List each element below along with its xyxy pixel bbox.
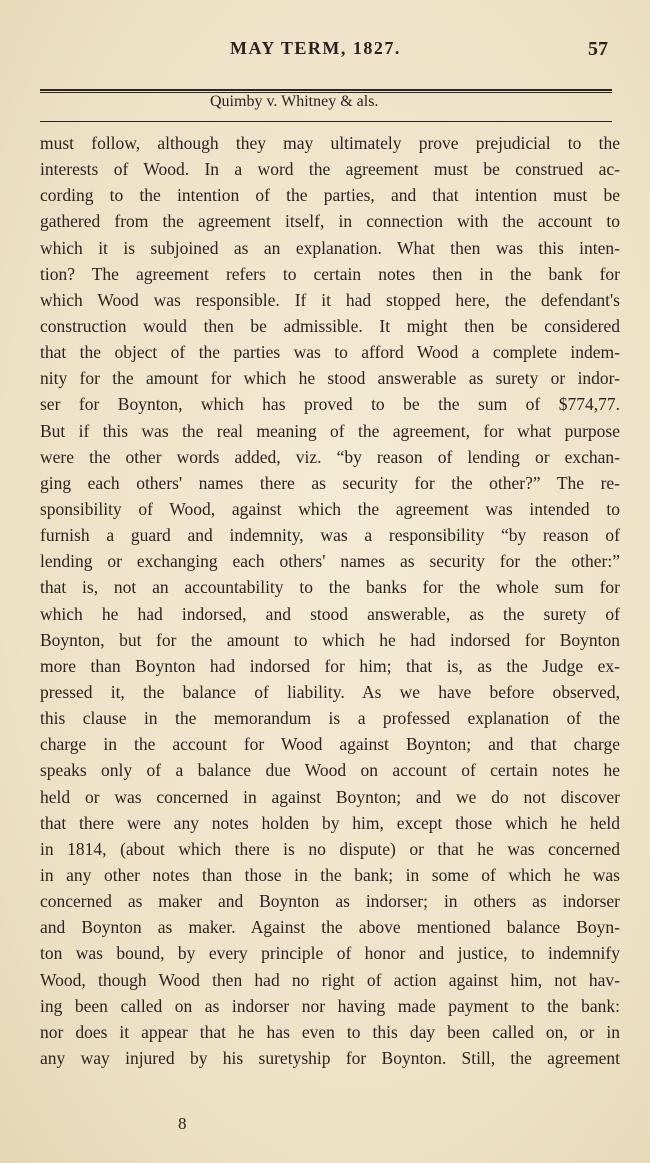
text-line: lending or exchanging each others' names as security for the other:” [40, 551, 620, 572]
text-line: that is, not an accountability to the banks for the whole sum for [40, 577, 620, 598]
text-line: charge in the account for Wood against Boynton; and that charge [40, 734, 620, 755]
text-line: cording to the intention of the parties, and that intention must be [40, 185, 620, 206]
text-line: interests of Wood. In a word the agreement must be construed ac- [40, 159, 620, 180]
case-title: Quimby v. Whitney & als. [210, 93, 379, 110]
text-line: nor does it appear that he has even to this day been called on, or in [40, 1021, 620, 1042]
text-line: ton was bound, by every principle of honor and justice, to indemnify [40, 943, 620, 964]
text-line: ing been called on as indorser nor having made payment to the bank: [40, 995, 620, 1016]
text-line: held or was concerned in against Boynton; and we do not discover [40, 786, 620, 807]
text-line: more than Boynton had indorsed for him; that is, as the Judge ex- [40, 655, 620, 676]
text-line: that the object of the parties was to afford Wood a complete indem- [40, 342, 620, 363]
running-title: MAY TERM, 1827. [230, 38, 401, 58]
text-line: gathered from the agreement itself, in connection with the account to [40, 211, 620, 232]
text-line: concerned as maker and Boynton as indorser; in others as indorser [40, 891, 620, 912]
text-line: Boynton, but for the amount to which he had indorsed for Boynton [40, 629, 620, 650]
text-line: nity for the amount for which he stood answerable as surety or indor- [40, 368, 620, 389]
page-header [0, 38, 650, 68]
text-line: this clause in the memorandum is a professed explanation of the [40, 708, 620, 729]
text-line: ser for Boynton, which has proved to be the sum of $774,77. [40, 394, 620, 415]
case-title-rule [40, 121, 612, 122]
body-text [40, 130, 620, 1071]
text-line: tion? The agreement refers to certain notes then in the bank for [40, 263, 620, 284]
text-line: speaks only of a balance due Wood on account of certain notes he [40, 760, 620, 781]
text-line: in 1814, (about which there is no dispute) or that he was concerned [40, 838, 620, 859]
text-line: sponsibility of Wood, against which the agreement was intended to [40, 498, 620, 519]
text-line: pressed it, the balance of liability. As we have before observed, [40, 681, 620, 702]
header-rule [40, 89, 612, 91]
text-line: which he had indorsed, and stood answerable, as the surety of [40, 603, 620, 624]
text-line: But if this was the real meaning of the agreement, for what purpose [40, 420, 620, 441]
text-line: that there were any notes holden by him, except those which he held [40, 812, 620, 833]
text-line: furnish a guard and indemnity, was a responsibility “by reason of [40, 525, 620, 546]
text-line: any way injured by his suretyship for Boynton. Still, the agreement [40, 1047, 620, 1068]
text-line: which Wood was responsible. If it had stopped here, the defendant's [40, 289, 620, 310]
text-line: which it is subjoined as an explanation. What then was this inten- [40, 237, 620, 258]
page-number: 57 [588, 38, 608, 60]
text-line: Wood, though Wood then had no right of action against him, not hav- [40, 969, 620, 990]
text-line: must follow, although they may ultimately prove prejudicial to the [40, 133, 620, 153]
text-line: ging each others' names there as security for the other?” The re- [40, 472, 620, 493]
text-line: and Boynton as maker. Against the above mentioned balance Boyn- [40, 917, 620, 938]
text-line: in any other notes than those in the bank; in some of which he was [40, 864, 620, 885]
signature-mark: 8 [178, 1114, 187, 1133]
text-line: were the other words added, viz. “by reason of lending or exchan- [40, 446, 620, 467]
text-line: construction would then be admissible. It might then be considered [40, 315, 620, 336]
